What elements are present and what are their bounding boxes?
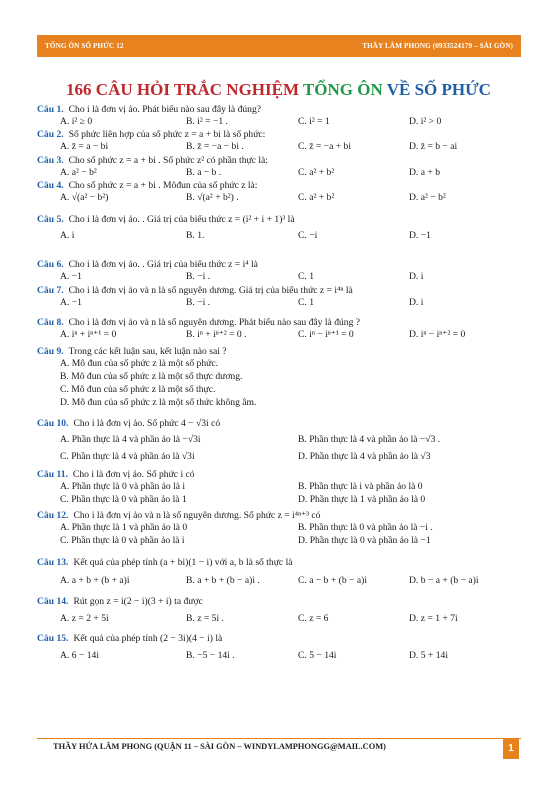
question-stem [37, 633, 222, 645]
question-stem [37, 557, 293, 569]
answer-option[interactable]: B. Phần thực là i và phần ảo là 0 [298, 481, 423, 492]
question-text: Cho i là đơn vị ảo. . Giá trị của biểu thức z = i⁴ là [68, 259, 258, 270]
answer-option[interactable]: B. a − b . [186, 167, 222, 178]
answer-option[interactable]: D. i² > 0 [409, 116, 442, 127]
answer-option[interactable]: C. z = 6 [298, 613, 329, 624]
question-stem [37, 155, 268, 167]
answer-option[interactable]: D. 5 + 14i [409, 650, 448, 661]
answer-option[interactable]: C. iⁿ − iⁿ⁺¹ = 0 [298, 329, 354, 340]
question-text: Rút gọn z = i(2 − i)(3 + i) ta được [73, 596, 203, 607]
answer-option[interactable]: B. iⁿ + iⁿ⁺² = 0 . [186, 329, 247, 340]
question-number: Câu 1. [37, 104, 64, 115]
question-text: Số phức liên hợp của số phức z = a + bi là số phức: [68, 129, 266, 140]
question-stem [37, 418, 220, 430]
answer-option[interactable]: C. Phần thực là 0 và phần ảo là i [60, 535, 185, 546]
answer-option[interactable]: C. i² = 1 [298, 116, 330, 127]
answer-option[interactable]: C. 1 [298, 271, 314, 282]
answer-option[interactable]: B. Phần thực là 0 và phần ảo là −i . [298, 522, 433, 533]
document-title [0, 80, 557, 100]
answer-option[interactable]: A. Phần thực là 0 và phần ảo là i [60, 481, 186, 492]
answer-option[interactable]: C. a² + b² [298, 167, 335, 178]
question-number: Câu 12. [37, 510, 69, 521]
answer-option[interactable]: B. −5 − 14i . [186, 650, 235, 661]
answer-option[interactable]: D. a² − b² [409, 192, 446, 203]
question-text: Kết quả của phép tính (2 − 3i)(4 − i) là [73, 633, 223, 644]
question-text: Cho i là đơn vị ảo và n là số nguyên dương. Phát biểu nào sau đây là đúng ? [68, 317, 361, 328]
answer-option[interactable]: D. Mô đun của số phức z là một số thức không âm. [60, 397, 257, 408]
question-number: Câu 3. [37, 155, 64, 166]
question-number: Câu 11. [37, 469, 68, 480]
question-text: Kết quả của phép tính (a + bi)(1 − i) với a, b là số thực là [73, 557, 293, 568]
question-stem [37, 510, 320, 522]
answer-option[interactable]: C. −i [298, 230, 318, 241]
answer-option[interactable]: B. Phần thực là 4 và phần ảo là −√3 . [298, 434, 441, 445]
answer-option[interactable]: A. Mô đun của số phức z là một số phức. [60, 358, 219, 369]
question-text: Cho i là đơn vị ảo. Số phức 4 − √3i có [73, 418, 221, 429]
answer-option[interactable]: C. a − b + (b − a)i [298, 575, 367, 586]
footer-text: THẦY HỨA LÂM PHONG (QUẬN 11 – SÀI GÒN – WINDYLAMPHONGG@MAIL.COM) [53, 742, 386, 751]
answer-option[interactable]: C. Phần thực là 0 và phần ảo là 1 [60, 494, 187, 505]
question-text: Cho i là đơn vị ảo. Phát biểu nào sau đây là đúng? [68, 104, 262, 115]
question-number: Câu 13. [37, 557, 69, 568]
question-stem [37, 596, 203, 608]
answer-options-row [60, 141, 530, 153]
answer-option[interactable]: B. −i . [186, 271, 211, 282]
question-text: Cho i là đơn vị ảo. Số phức i có [72, 469, 195, 480]
answer-option[interactable]: D. −1 [409, 230, 431, 241]
answer-options-row [60, 434, 530, 446]
answer-option[interactable]: A. iⁿ + iⁿ⁺¹ = 0 [60, 329, 117, 340]
question-stem [37, 285, 353, 297]
answer-option[interactable]: B. Mô đun của số phức z là một số thực dương. [60, 371, 243, 382]
question-text: Cho i là đơn vị ảo và n là số nguyên dương. Giá trị của biểu thức z = i⁴ⁿ là [68, 285, 353, 296]
answer-option[interactable]: B. 1. [186, 230, 205, 241]
answer-options-row [60, 167, 530, 179]
answer-option[interactable]: A. z = 2 + 5i [60, 613, 109, 624]
answer-option[interactable]: A. Phần thực là 4 và phần ảo là −√3i [60, 434, 201, 445]
answer-option[interactable]: A. −1 [60, 297, 82, 308]
title-part-2: TỔNG ÔN [302, 80, 387, 99]
answer-option[interactable]: D. Phần thực là 1 và phần ảo là 0 [298, 494, 426, 505]
page-header-bar [37, 35, 521, 57]
title-part-3: VỀ SỐ PHỨC [386, 80, 491, 99]
answer-options-row [60, 329, 530, 341]
answer-options-row [60, 297, 530, 309]
answer-option[interactable]: C. 1 [298, 297, 314, 308]
answer-options-row [60, 451, 530, 463]
question-number: Câu 15. [37, 633, 69, 644]
page-footer [37, 738, 521, 758]
answer-option[interactable]: D. iⁿ − iⁿ⁺² = 0 [409, 329, 466, 340]
question-stem [37, 469, 195, 481]
answer-option[interactable]: A. Phần thực là 1 và phần ảo là 0 [60, 522, 188, 533]
question-stem [37, 259, 258, 271]
answer-option[interactable]: A. i [60, 230, 75, 241]
answer-option[interactable]: B. √(a² + b²) . [186, 192, 239, 203]
question-number: Câu 8. [37, 317, 64, 328]
answer-option[interactable]: A. −1 [60, 271, 82, 282]
question-number: Câu 7. [37, 285, 64, 296]
answer-option[interactable]: B. z̄ = −a − bi . [186, 141, 244, 152]
answer-option[interactable]: A. √(a² − b²) [60, 192, 109, 203]
answer-option[interactable]: C. Phần thực là 4 và phần ảo là √3i [60, 451, 195, 462]
answer-options-row [60, 535, 530, 547]
answer-option[interactable]: B. i² = −1 . [186, 116, 228, 127]
question-number: Câu 2. [37, 129, 64, 140]
question-stem [37, 317, 360, 329]
question-stem [37, 346, 227, 358]
answer-options-row [60, 522, 530, 534]
answer-option[interactable]: C. 5 − 14i [298, 650, 337, 661]
answer-options-row [60, 575, 530, 587]
answer-option[interactable]: C. Mô đun của số phức z là một số thực. [60, 384, 216, 395]
answer-options-row [60, 494, 530, 506]
answer-option[interactable]: D. i [409, 271, 424, 282]
answer-option[interactable]: B. −i . [186, 297, 211, 308]
answer-option[interactable]: D. a + b [409, 167, 440, 178]
answer-option[interactable]: D. z = 1 + 7i [409, 613, 458, 624]
answer-option[interactable]: C. a² + b² [298, 192, 335, 203]
answer-option[interactable]: D. b − a + (b − a)i [409, 575, 479, 586]
title-part-1: 166 CÂU HỎI TRẮC NGHIỆM [66, 80, 303, 99]
answer-option[interactable]: B. z = 5i . [186, 613, 224, 624]
answer-options-row [60, 481, 530, 493]
answer-option[interactable]: D. Phần thực là 0 và phần ảo là −1 [298, 535, 431, 546]
answer-options-row [60, 650, 530, 662]
answer-option[interactable]: D. Phần thực là 4 và phần ảo là √3 [298, 451, 431, 462]
answer-options-row [60, 116, 530, 128]
question-number: Câu 6. [37, 259, 64, 270]
answer-option[interactable]: C. z̄ = −a + bi [298, 141, 351, 152]
answer-options-row [60, 192, 530, 204]
answer-option[interactable]: A. a² − b² [60, 167, 97, 178]
answer-options-row [60, 230, 530, 242]
answer-option[interactable]: A. z̄ = a − bi [60, 141, 109, 152]
answer-option[interactable]: D. i [409, 297, 424, 308]
question-stem [37, 214, 295, 226]
question-text: Cho i là đơn vị ảo. . Giá trị của biểu thức z = (i² + i + 1)³ là [68, 214, 295, 225]
answer-option[interactable]: B. a + b + (b − a)i . [186, 575, 260, 586]
header-left-text: TỔNG ÔN SỐ PHỨC 12 [45, 42, 124, 50]
question-number: Câu 4. [37, 180, 64, 191]
answer-option[interactable]: D. z̄ = b − ai [409, 141, 458, 152]
question-number: Câu 10. [37, 418, 69, 429]
page-number: 1 [503, 739, 519, 759]
question-stem [37, 129, 265, 141]
question-stem [37, 104, 261, 116]
answer-option[interactable]: A. 6 − 14i [60, 650, 99, 661]
question-text: Cho số phức z = a + bi . Môđun của số phức z là: [68, 180, 258, 191]
header-right-text: THẦY LÂM PHONG (0933524179 – SÀI GÒN) [362, 42, 513, 50]
question-text: Cho i là đơn vị ảo và n là số nguyên dương. Số phức z = i⁴ⁿ⁺³ có [73, 510, 321, 521]
question-text: Trong các kết luận sau, kết luận nào sai ? [68, 346, 227, 357]
answer-options-row [60, 271, 530, 283]
question-number: Câu 5. [37, 214, 64, 225]
question-number: Câu 14. [37, 596, 69, 607]
question-number: Câu 9. [37, 346, 64, 357]
answer-option[interactable]: A. a + b + (b + a)i [60, 575, 130, 586]
answer-option[interactable]: A. i² ≥ 0 [60, 116, 93, 127]
question-text: Cho số phức z = a + bi . Số phức z² có phần thực là: [68, 155, 268, 166]
question-stem [37, 180, 257, 192]
answer-options-row [60, 613, 530, 625]
